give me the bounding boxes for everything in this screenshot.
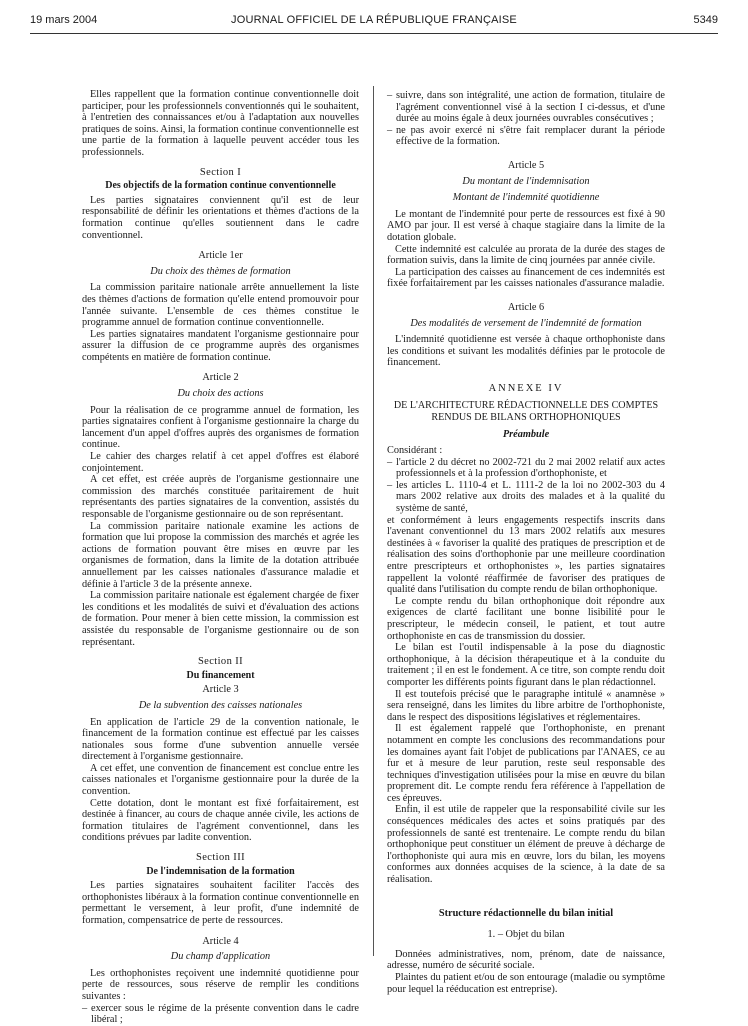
list-item: – ne pas avoir exercé ni s'être fait remplacer durant la période effective de la formation. <box>387 125 665 148</box>
article-heading: Article 3 <box>202 684 239 696</box>
article-heading: Article 4 <box>202 935 239 947</box>
annexe-heading: ANNEXE IV <box>488 382 564 394</box>
paragraph: Les parties signataires mandatent l'organisme gestionnaire pour assurer la diffusion de ce programme auprès des organismes compétents en matière de formation continue. <box>82 328 359 363</box>
left-column <box>82 89 359 1026</box>
subsection-heading: 1. – Objet du bilan <box>487 929 565 941</box>
article-subheading: Montant de l'indemnité quotidienne <box>452 192 600 204</box>
page-header <box>30 14 718 30</box>
intro-paragraph: Elles rappellent que la formation continue conventionnelle doit participer, pour les professionnels conventionnés qui le souhaitent, à l'entretien des connaissances et/ou à l'adaptation aux nouvelles pratiques de soins. Ainsi, la formation continue conventionnelle est une partie de la formation à laquelle peuvent accéder tous les professionnels. <box>82 89 359 158</box>
header-rule <box>30 33 718 34</box>
section-heading: Section I <box>199 166 242 178</box>
section-subheading: Des objectifs de la formation continue conventionnelle <box>105 180 336 192</box>
article-subheading: De la subvention des caisses nationales <box>138 699 303 711</box>
list-item: – suivre, dans son intégralité, une action de formation, titulaire de l'agrément conventionnel visé à la section I ci-dessus, et d'une durée au moins égale à deux journées ouvrables consécutives ; <box>387 90 665 125</box>
list-item: – les articles L. 1110-4 et L. 1111-2 de la loi no 2002-303 du 4 mars 2002 relative aux droits des malades et à la qualité du système de santé, <box>387 480 665 515</box>
article-subheading: Des modalités de versement de l'indemnité de formation <box>410 317 642 329</box>
paragraph: Les orthophonistes reçoivent une indemnité quotidienne pour perte de ressources, sous réserve de remplir les conditions suivantes : <box>82 967 359 1002</box>
paragraph: La commission paritaire nationale est également chargée de fixer les conditions et les modalités de suivi et d'évaluation des actions de formation. Pour mener à bien cette mission, la commission est assistée du responsable de l'organisme gestionnaire ou de son représentant. <box>82 590 359 648</box>
header-title: JOURNAL OFFICIEL DE LA RÉPUBLIQUE FRANÇAISE <box>231 14 517 26</box>
paragraph: L'indemnité quotidienne est versée à chaque orthophoniste dans les conditions et suivant les modalités définies par le protocole de financement. <box>387 334 665 369</box>
paragraph: Le cahier des charges relatif à cet appel d'offres est élaboré conjointement. <box>82 451 359 474</box>
column-divider <box>373 86 374 956</box>
section-subheading: Du financement <box>186 669 255 681</box>
section-subheading: De l'indemnisation de la formation <box>146 865 295 877</box>
paragraph: La commission paritaire nationale examine les actions de formation que lui propose la commission des marchés et agrée les actions de formation pouvant être mises en œuvre par les organismes de formation, dans la limite de la dotation attribuée annuellement par les caisses nationales d'assurance maladie et définie à l'article 3 de la présente annexe. <box>82 520 359 590</box>
paragraph: Données administratives, nom, prénom, date de naissance, adresse, numéro de sécurité sociale. <box>387 948 665 972</box>
paragraph: La commission paritaire nationale arrête annuellement la liste des thèmes d'actions de formation qu'elle entend promouvoir pour l'année suivante. L'ensemble de ces thèmes constitue le programme annuel de formation continue conventionnelle. <box>82 282 359 329</box>
paragraph: Le montant de l'indemnité pour perte de ressources est fixé à 90 AMO par jour. Il est versé à chaque stagiaire dans la limite de la dotation globale. <box>387 208 665 243</box>
header-date: 19 mars 2004 <box>30 14 98 26</box>
annexe-subheading: DE L'ARCHITECTURE RÉDACTIONNELLE DES COMPTES RENDUS DE BILANS ORTHOPHONIQUES <box>393 400 659 423</box>
article-heading: Article 6 <box>507 301 545 313</box>
paragraph: Cette indemnité est calculée au prorata de la durée des stages de formation suivis, dans la limite de cinq journées par année civile. <box>387 243 665 267</box>
paragraph: Plaintes du patient et/ou de son entourage (maladie ou symptôme pour lequel la rééducation est entreprise). <box>387 972 665 995</box>
paragraph: A cet effet, une convention de financement est conclue entre les caisses nationales et l'organisme gestionnaire pour la durée de la convention. <box>82 762 359 798</box>
paragraph: Cette dotation, dont le montant est fixé forfaitairement, est destinée à financer, au cours de chaque année civile, les actions de formation titulaires de l'agrément conventionnel, dans les conditions prévues par ladite convention. <box>82 797 359 844</box>
right-column <box>387 90 665 995</box>
paragraph: Les parties signataires conviennent qu'il est de leur responsabilité de définir les orientations et thèmes d'actions de la formation continue qu'elles soutiennent dans le cadre conventionnel. <box>82 194 359 241</box>
article-heading: Article 1er <box>198 250 243 262</box>
paragraph: Le bilan est l'outil indispensable à la pose du diagnostic orthophonique, à la décision thérapeutique et à la conduite du traitement ; il en est le fondement. A ce titre, son compte rendu doit comporter les différents points figurant dans le plan rédactionnel. <box>387 642 665 688</box>
paragraph: En application de l'article 29 de la convention nationale, le financement de la formation continue est effectué par les caisses nationales sous forme d'une subvention annuelle versée directement à l'organisme gestionnaire. <box>82 716 359 763</box>
paragraph: A cet effet, est créée auprès de l'organisme gestionnaire une commission des marchés constituée paritairement de huit représentants des parties signataires de la convention, assistés du responsable de l'organisme gestionnaire ou de son représentant. <box>82 474 359 520</box>
list-item: – exercer sous le régime de la présente convention dans le cadre libéral ; <box>82 1003 359 1026</box>
paragraph: Il est également rappelé que l'orthophoniste, en prenant notamment en compte les conclusions des recommandations pour les domaines ayant fait l'objet de publications par l'ANAES, ce au fur et à mesure de leur parution, reste seul responsable des techniques d'investigation utilisées pour la mise en œuvre du bilan proprement dit. Le compte rendu fera référence à l'appellation de ces épreuves. <box>387 723 665 804</box>
article-subheading: Du choix des thèmes de formation <box>150 265 291 277</box>
paragraph: Les parties signataires souhaitent faciliter l'accès des orthophonistes libéraux à la formation continue conventionnelle en permettant le versement, à leur profit, d'une indemnité de formation, compensatrice de perte de ressources. <box>82 880 359 926</box>
article-subheading: Du choix des actions <box>177 388 264 400</box>
paragraph: La participation des caisses au financement de ces indemnités est fixée forfaitairement par les caisses nationales d'assurance maladie. <box>387 266 665 290</box>
paragraph: Considérant : <box>387 445 443 457</box>
header-page-number: 5349 <box>693 14 718 26</box>
paragraph: Pour la réalisation de ce programme annuel de formation, les parties signataires confient à l'organisme gestionnaire la charge du lancement d'un appel d'offres auprès des organismes de formation continue. <box>82 404 359 451</box>
paragraph: Il est toutefois précisé que le paragraphe intitulé « anamnèse » sera renseigné, dans les limites du libre arbitre de l'orthophoniste, dans le respect des dispositions législatives et réglementaires. <box>387 688 665 723</box>
article-heading: Article 5 <box>507 159 545 171</box>
section-heading: Section II <box>197 656 244 668</box>
article-subheading: Du champ d'application <box>170 951 271 963</box>
article-subheading: Du montant de l'indemnisation <box>462 175 590 187</box>
article-heading: Article 2 <box>202 372 239 384</box>
list-item: – l'article 2 du décret no 2002-721 du 2 mai 2002 relatif aux actes professionnels et à la profession d'orthophoniste, et <box>387 457 665 480</box>
paragraph: Le compte rendu du bilan orthophonique doit répondre aux exigences de clarté facilitant une bonne lisibilité pour le prescripteur, le médecin conseil, le patient, et tout autre orthophoniste en cas de transmission du dossier. <box>387 595 665 642</box>
section-heading: Section III <box>195 852 245 864</box>
preamble-heading: Préambule <box>502 429 550 441</box>
paragraph: et conformément à leurs engagements respectifs inscrits dans l'avenant conventionnel du 13 mars 2002 relatifs aux mesures destinées à « favoriser la qualité des pratiques de prescription et de réalisation des soins d'orthophonie par une meilleure coordination entre prescripteurs et orthophonistes », les parties signataires rappellent la volonté réaffirmée de favoriser des pratiques de qualité dans l'utilisation du compte rendu de bilan orthophonique. <box>387 514 665 596</box>
paragraph: Enfin, il est utile de rappeler que la responsabilité civile sur les conséquences médicales des actes et soins pratiqués par des professionnels de santé est trentenaire. Le compte rendu du bilan orthophonique peut constituer un élément de preuve à décharge de l'orthophoniste qui aura mis en œuvre, lors du bilan, les moyens conformes aux données acquises de la science, à la date de sa réalisation. <box>387 804 665 886</box>
structure-heading: Structure rédactionnelle du bilan initial <box>438 907 614 919</box>
